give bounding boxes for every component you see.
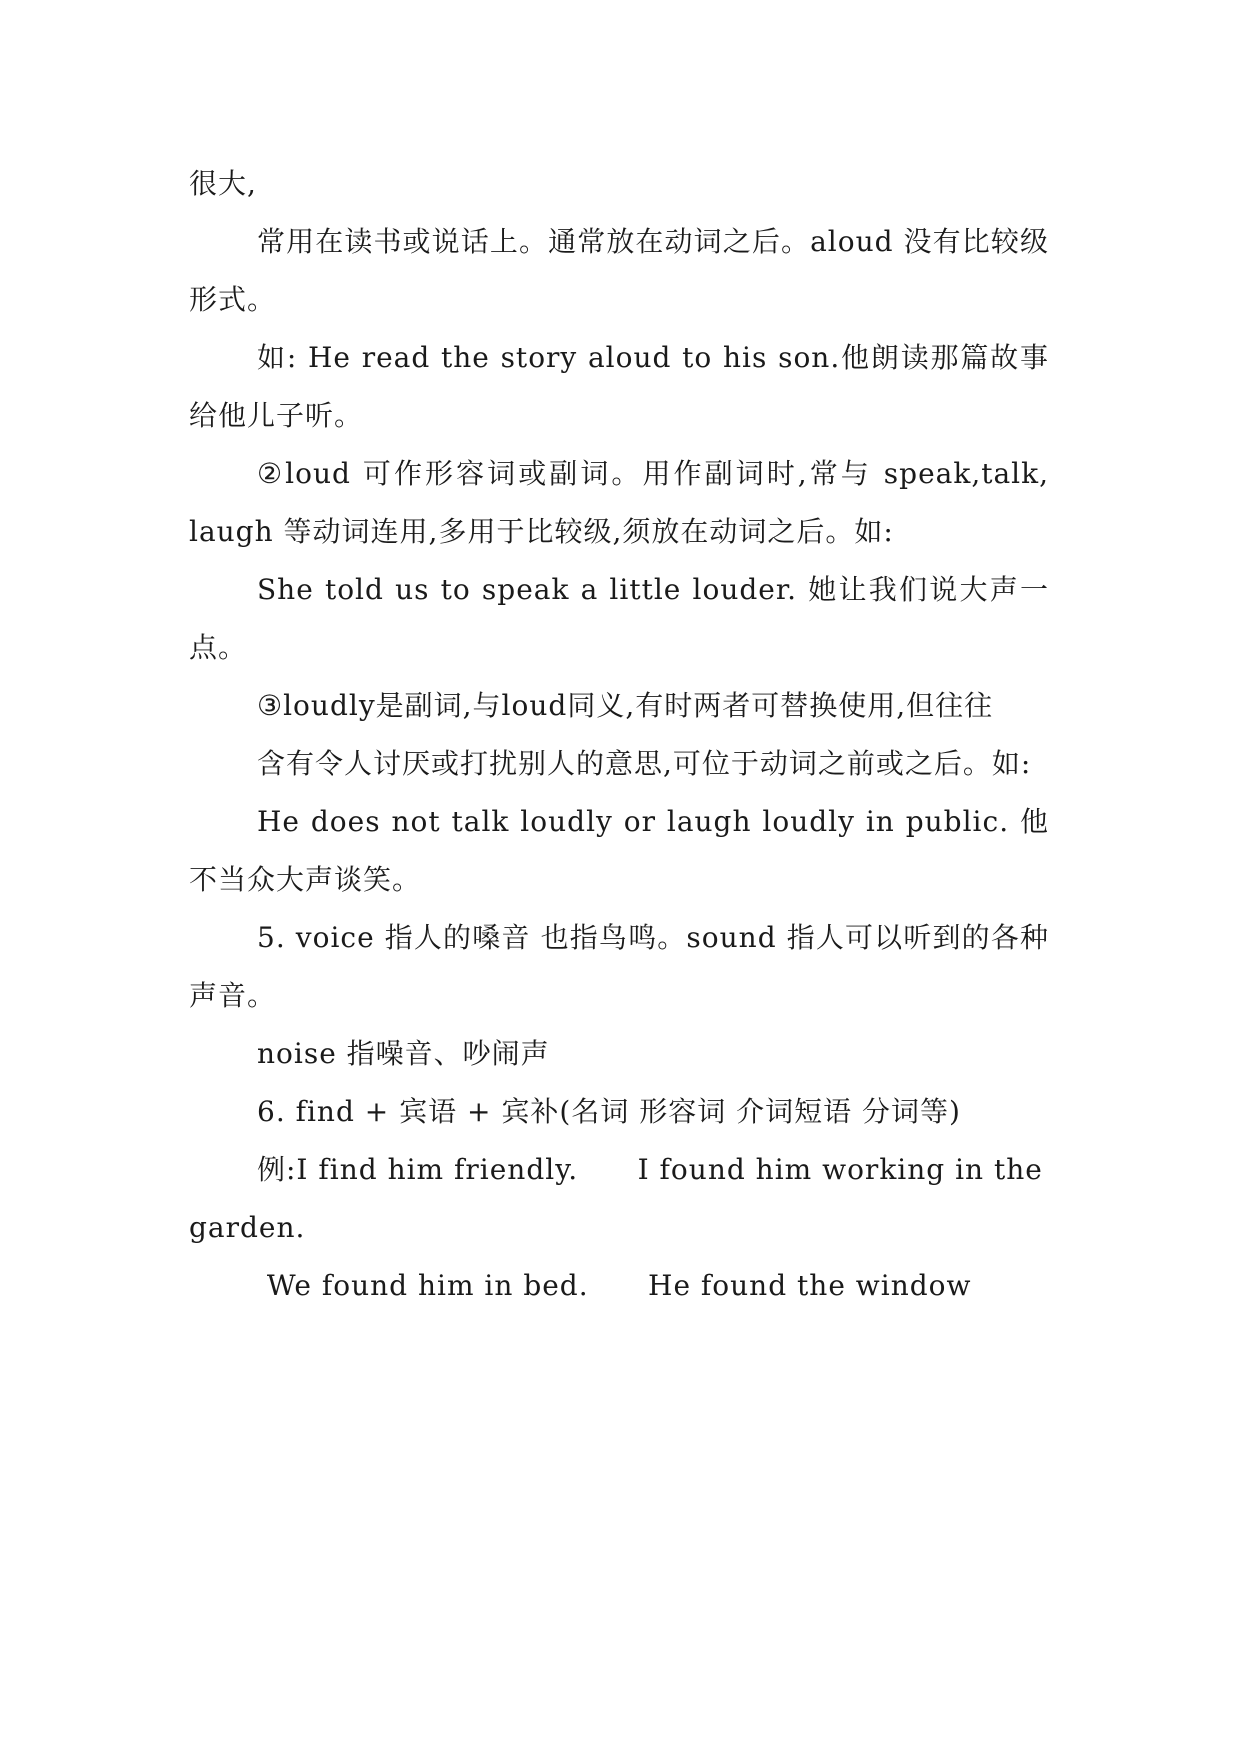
paragraph-8: He does not talk loudly or laugh loudly in public. 他不当众大声谈笑。 bbox=[189, 805, 1049, 896]
document-body bbox=[189, 155, 1053, 1315]
paragraph-3: 如: He read the story aloud to his son.他朗读那篇故事给他儿子听。 bbox=[189, 341, 1049, 432]
paragraph-11: 6. find + 宾语 + 宾补(名词 形容词 介词短语 分词等) bbox=[257, 1095, 961, 1128]
paragraph-10: noise 指噪音、吵闹声 bbox=[257, 1037, 550, 1070]
paragraph-13: We found him in bed. He found the window bbox=[257, 1269, 972, 1302]
paragraph-1: 很大, bbox=[189, 167, 257, 200]
paragraph-2: 常用在读书或说话上。通常放在动词之后。aloud 没有比较级形式。 bbox=[189, 225, 1049, 316]
paragraph-12: 例:I find him friendly. I found him working in the garden. bbox=[189, 1153, 1053, 1244]
paragraph-4: ②loud 可作形容词或副词。用作副词时,常与 speak,talk, laugh 等动词连用,多用于比较级,须放在动词之后。如: bbox=[189, 457, 1049, 548]
paragraph-7: 含有令人讨厌或打扰别人的意思,可位于动词之前或之后。如: bbox=[257, 747, 1032, 780]
paragraph-6: ③loudly是副词,与loud同义,有时两者可替换使用,但往往 bbox=[257, 689, 994, 722]
paragraph-5: She told us to speak a little louder. 她让我们说大声一点。 bbox=[189, 573, 1049, 664]
paragraph-9: 5. voice 指人的嗓音 也指鸟鸣。sound 指人可以听到的各种声音。 bbox=[189, 921, 1049, 1012]
